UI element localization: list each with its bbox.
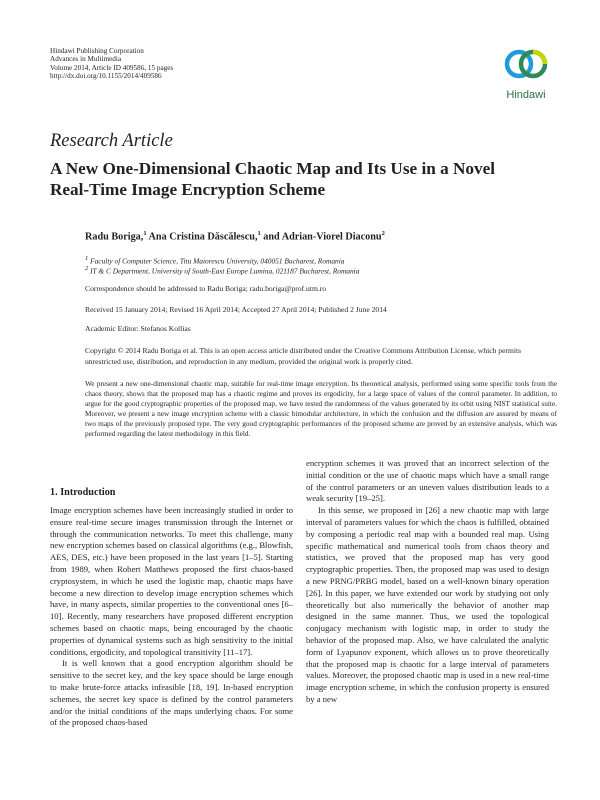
hindawi-wordmark: Hindawi [506, 89, 546, 101]
academic-editor: Academic Editor: Stefanos Kollias [85, 324, 191, 333]
section-heading-introduction: 1. Introduction [50, 487, 116, 498]
hindawi-logo [497, 47, 555, 105]
author-1-affil: 1 [143, 230, 147, 237]
author-1: Radu Boriga, [85, 231, 144, 243]
author-2-affil: 1 [257, 230, 261, 237]
publisher-name: Hindawi Publishing Corporation [50, 47, 144, 55]
paragraph: In this sense, we proposed in [26] a new chaotic map with large interval of parameters values for which the chaos is fulfilled, obtained by composing a periodic real map with a bounded real map. Using specific mathematical and numerical tools from chaos theory and statistics, we proved that the proposed map has very good cryptographic properties. Then, the proposed map was used to design a new PRNG/PRBG model, based on a well-known binary operation [26]. In this paper, we have extended our work by studying not only theoretically but also numerically the behavior of another map designed in the same manner. Thus, we used the topological conjugacy mechanism with logistic map, in order to study the behavior of the proposed map. Also, we have calculated the analytic form of Lyapunov exponent, which allows us to prove theoretically that the proposed map is chaotic for a large interval of parameters values. Moreover, the proposed chaotic map is used in a new real-time image encryption scheme, in which the confusion property is ensured by a new [306, 505, 549, 704]
copyright-notice: Copyright © 2014 Radu Boriga et al. This is an open access article distributed under the Creative Commons Attribution License, which permits unrestricted use, distribution, and reproduction in any medium, provided the original work is properly cited. [85, 346, 522, 366]
doi-link[interactable]: http://dx.doi.org/10.1155/2014/409586 [50, 72, 162, 81]
article-type: Research Article [50, 131, 173, 151]
hindawi-logo-icon [497, 47, 555, 89]
article-title: A New One-Dimensional Chaotic Map and Its Use in a Novel Real-Time Image Encryption Scheme [50, 159, 495, 199]
affiliation-1-text: Faculty of Computer Science, Titu Maiorescu University, 040051 Bucharest, Romania [88, 256, 345, 266]
abstract: We present a new one-dimensional chaotic map, suitable for real-time image encryption. Its theoretical analysis, performed using some specific tools from the chaos theory, shows that the proposed map has a chaotic regime and proves its ergodicity, for a large space of values of the control parameter. In addition, to argue for the good cryptographic properties of the proposed map, we have tested the randomness of the values generated by its orbit using NIST statistical suite. Moreover, we present a new image encryption scheme with a classic bimodular architecture, in which the confusion and the diffusion are assured by means of two maps of the previously proposed type. The very good cryptographic performances of the proposed scheme are proved by an extensive analysis, which was performed regarding the latest methodology in this field. [85, 379, 557, 439]
publication-info [50, 47, 173, 81]
body-column-right [306, 458, 549, 706]
dates-line: Received 15 January 2014; Revised 16 April 2014; Accepted 27 April 2014; Published 2 June 2014 [85, 305, 387, 314]
affiliation-1-number: 1 [85, 255, 89, 262]
affiliation-2-number: 2 [85, 265, 89, 272]
paragraph: encryption schemes it was proved that an incorrect selection of the initial condition or the use of chaotic maps which have a small range of the control parameters or an uneven values distribution leads to a weak security [19–25]. [306, 458, 549, 504]
author-2: Ana Cristina Dăscălescu, [146, 231, 258, 243]
volume-info: Volume 2014, Article ID 409586, 15 pages [50, 63, 174, 72]
author-3-affil: 2 [381, 230, 385, 237]
paragraph: It is well known that a good encryption algorithm should be sensitive to the secret key, and the key space should be large enough to make brute-force attacks infeasible [18, 19]. In-based encryption schemes, the secret key space is defined by the control parameters and/or the initial conditions of the maps underlying chaos. For some of the proposed chaos-based [50, 658, 293, 728]
journal-name: Advances in Multimedia [50, 55, 122, 64]
affiliation-2-text: IT & C Department, University of South-East Europe Lumina, 021187 Bucharest, Romania [88, 266, 360, 276]
affiliation-2 [85, 264, 359, 275]
body-column-left [50, 505, 293, 729]
paragraph: Image encryption schemes have been increasingly studied in order to ensure real-time secure images transmission through the Internet or through the communication networks. To meet this challenge, many new encryption schemes based on classical algorithms (e.g., Blowfish, AES, DES, etc.) have been proposed in the last years [1–5]. Starting from 1989, when Robert Matthews proposed the first chaos-based cryptosystem, in which he used the logistic map, chaotic maps have become a new direction to develop image encryption schemes which have, in many aspects, similar properties to the conventional ones [6–10]. Recently, many researchers have proposed different encryption schemes based on chaotic maps, being encouraged by the chaotic properties of dynamical systems such as high sensitivity to the initial conditions, ergodicity, and topological transitivity [11–17]. [50, 505, 293, 657]
correspondence-line: Correspondence should be addressed to Radu Boriga; radu.boriga@prof.utm.ro [85, 284, 327, 293]
author-list [85, 230, 385, 242]
author-3: and Adrian-Viorel Diaconu [260, 231, 382, 243]
